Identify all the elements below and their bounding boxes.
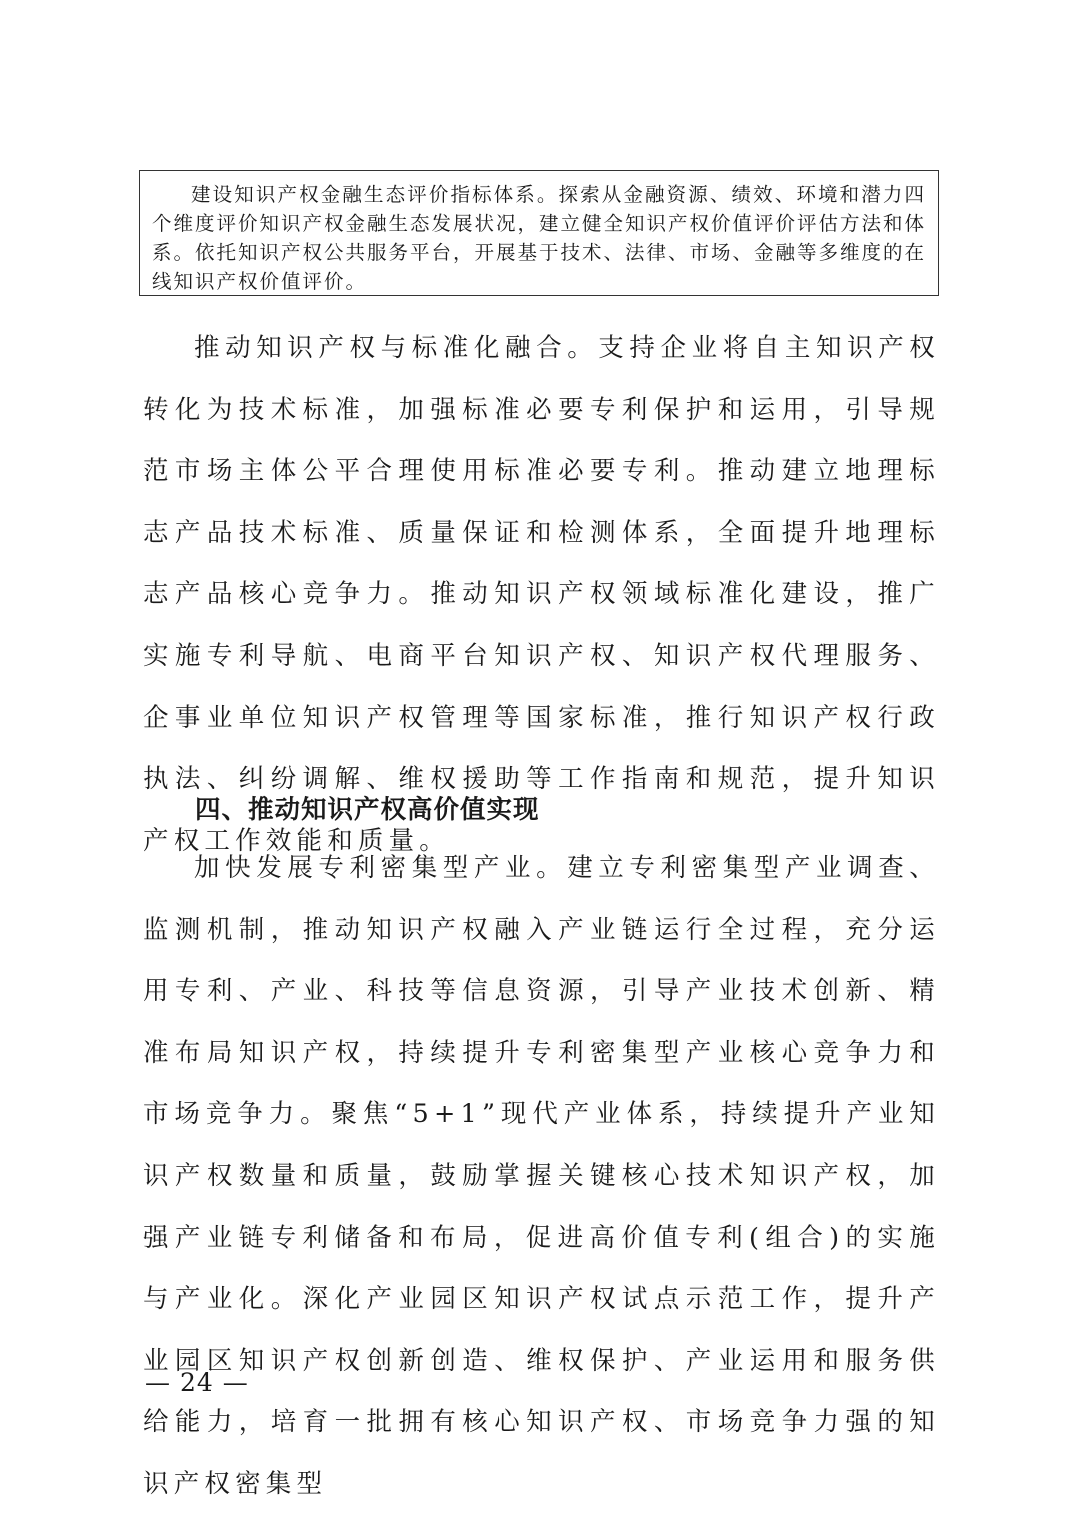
paragraph-patent-industries: 加快发展专利密集型产业。建立专利密集型产业调查、监测机制，推动知识产权融入产业链运行全过程，充分运用专利、产业、科技等信息资源，引导产业技术创新、精准布局知识产权，持续提升专利密集型产业核心竞争力和市场竞争力。聚焦“5+1”现代产业体系，持续提升产业知识产权数量和质量，鼓励掌握关键核心技术知识产权，加强产业链专利储备和布局，促进高价值专利(组合)的实施与产业化。深化产业园区知识产权试点示范工作，提升产业园区知识产权创新创造、维权保护、产业运用和服务供给能力，培育一批拥有核心知识产权、市场竞争力强的知识产权密集型 — [143, 853, 940, 1499]
boxed-note-text: 建设知识产权金融生态评价指标体系。探索从金融资源、绩效、环境和潜力四个维度评价知识产权金融生态发展状况，建立健全知识产权价值评价评估方法和体系。依托知识产权公共服务平台，开展基于技术、法律、市场、金融等多维度的在线知识产权价值评价。 — [152, 183, 927, 293]
section-heading: 四、推动知识产权高价值实现 — [195, 795, 540, 825]
boxed-note — [139, 170, 939, 296]
page-number: — 24 — — [145, 1368, 249, 1397]
paragraph-standardization: 推动知识产权与标准化融合。支持企业将自主知识产权转化为技术标准，加强标准必要专利保护和运用，引导规范市场主体公平合理使用标准必要专利。推动建立地理标志产品技术标准、质量保证和检测体系，全面提升地理标志产品核心竞争力。推动知识产权领域标准化建设，推广实施专利导航、电商平台知识产权、知识产权代理服务、企事业单位知识产权管理等国家标准，推行知识产权行政执法、纠纷调解、维权援助等工作指南和规范，提升知识产权工作效能和质量。 — [143, 333, 940, 856]
